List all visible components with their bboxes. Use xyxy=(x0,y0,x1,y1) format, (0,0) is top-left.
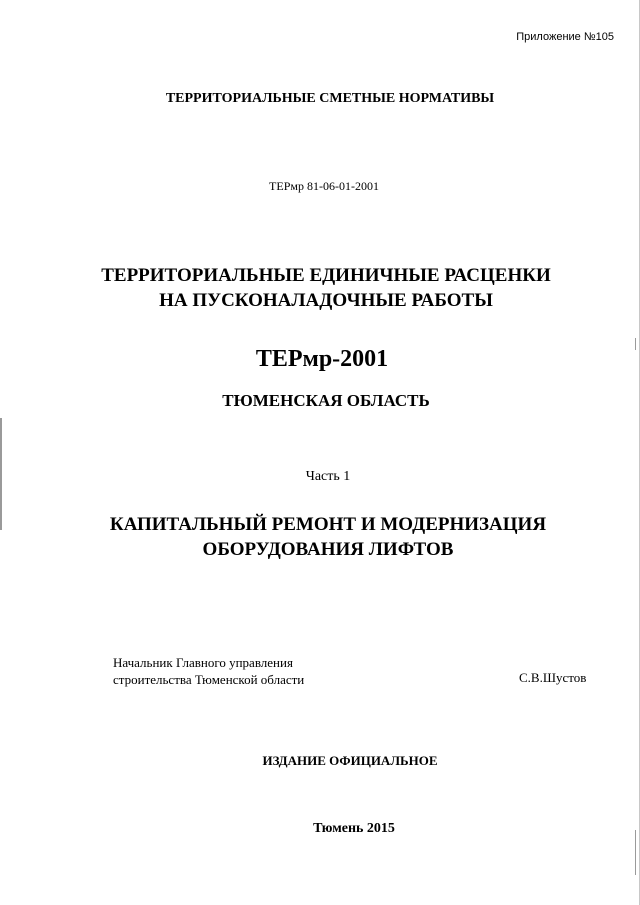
appendix-label: Приложение №105 xyxy=(516,31,614,43)
scan-mark-right-bottom xyxy=(635,830,636,875)
main-title-line-2: НА ПУСКОНАЛАДОЧНЫЕ РАБОТЫ xyxy=(159,290,493,311)
signer-position-line-1: Начальник Главного управления xyxy=(113,655,293,670)
part-title-line-1: КАПИТАЛЬНЫЙ РЕМОНТ И МОДЕРНИЗАЦИЯ xyxy=(109,514,547,535)
short-title: ТЕРмр-2001 xyxy=(255,346,389,372)
document-code: ТЕРмр 81-06-01-2001 xyxy=(269,179,379,193)
scan-mark-right xyxy=(635,338,636,350)
signer-name: С.В.Шустов xyxy=(519,670,587,685)
scan-mark-left xyxy=(0,418,2,530)
header-title: ТЕРРИТОРИАЛЬНЫЕ СМЕТНЫЕ НОРМАТИВЫ xyxy=(165,91,495,106)
part-title-line-2: ОБОРУДОВАНИЯ ЛИФТОВ xyxy=(202,539,454,560)
part-title xyxy=(8,512,640,562)
part-label: Часть 1 xyxy=(305,469,351,484)
signer-position-line-2: строительства Тюменской области xyxy=(113,672,305,687)
main-title xyxy=(6,263,640,313)
signer-position xyxy=(113,654,304,688)
edition-label: ИЗДАНИЕ ОФИЦИАЛЬНОЕ xyxy=(262,753,438,768)
place-year: Тюмень 2015 xyxy=(313,821,395,836)
main-title-line-1: ТЕРРИТОРИАЛЬНЫЕ ЕДИНИЧНЫЕ РАСЦЕНКИ xyxy=(101,265,551,286)
region-title: ТЮМЕНСКАЯ ОБЛАСТЬ xyxy=(222,391,430,410)
